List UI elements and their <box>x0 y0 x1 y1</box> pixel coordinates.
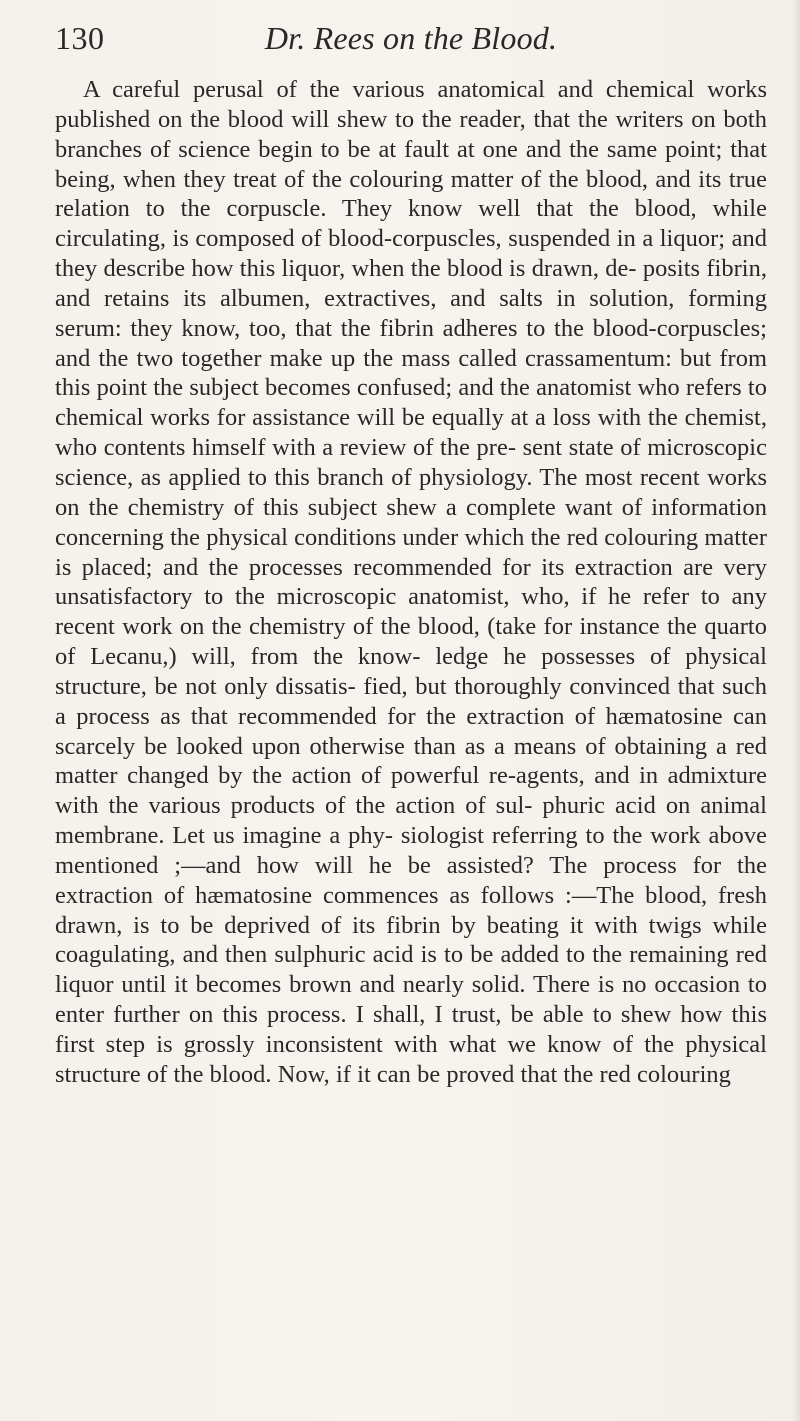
running-head: Dr. Rees on the Blood. <box>264 20 558 56</box>
body-paragraph: A careful perusal of the various anatomical and chemical works published on the blood will shew to the reader, that the writers on both branches of science begin to be at fault at one and the same point; that being, when they treat of the colouring matter of the blood, and its true relation to the corpuscle. They know well that the blood, while circulating, is composed of blood-corpuscles, suspended in a liquor; and they describe how this liquor, when the blood is drawn, de- posits fibrin, and retains its albumen, extractives, and salts in solution, forming serum: they know, too, that the fibrin adheres to the blood-corpuscles; and the two together make up the mass called crassamentum: but from this point the subject becomes confused; and the anatomist who refers to chemical works for assistance will be equally at a loss with the chemist, who contents himself with a review of the pre- sent state of microscopic science, as applied to this branch of physiology. The most recent works on the chemistry of this subject shew a complete want of information concerning the physical conditions under which the red colouring matter is placed; and the processes recommended for its extraction are very unsatisfactory to the microscopic anatomist, who, if he refer to any recent work on the chemistry of the blood, (take for instance the quarto of Lecanu,) will, from the know- ledge he possesses of physical structure, be not only dissatis- fied, but thoroughly convinced that such a process as that recommended for the extraction of hæmatosine can scarcely be looked upon otherwise than as a means of obtaining a red matter changed by the action of powerful re-agents, and in admixture with the various products of the action of sul- phuric acid on animal membrane. Let us imagine a phy- siologist referring to the work above mentioned ;—and how will he be assisted? The process for the extraction of hæmatosine commences as follows :—The blood, fresh drawn, is to be deprived of its fibrin by beating it with twigs while coagulating, and then sulphuric acid is to be added to the remaining red liquor until it becomes brown and nearly solid. There is no occasion to enter further on this process. I shall, I trust, be able to shew how this first step is grossly inconsistent with what we know of the physical structure of the blood. Now, if it can be proved that the red colouring <box>55 76 767 1088</box>
page-number: 130 <box>55 20 105 56</box>
page-header <box>55 14 767 62</box>
page-edge-shadow <box>792 0 800 1421</box>
